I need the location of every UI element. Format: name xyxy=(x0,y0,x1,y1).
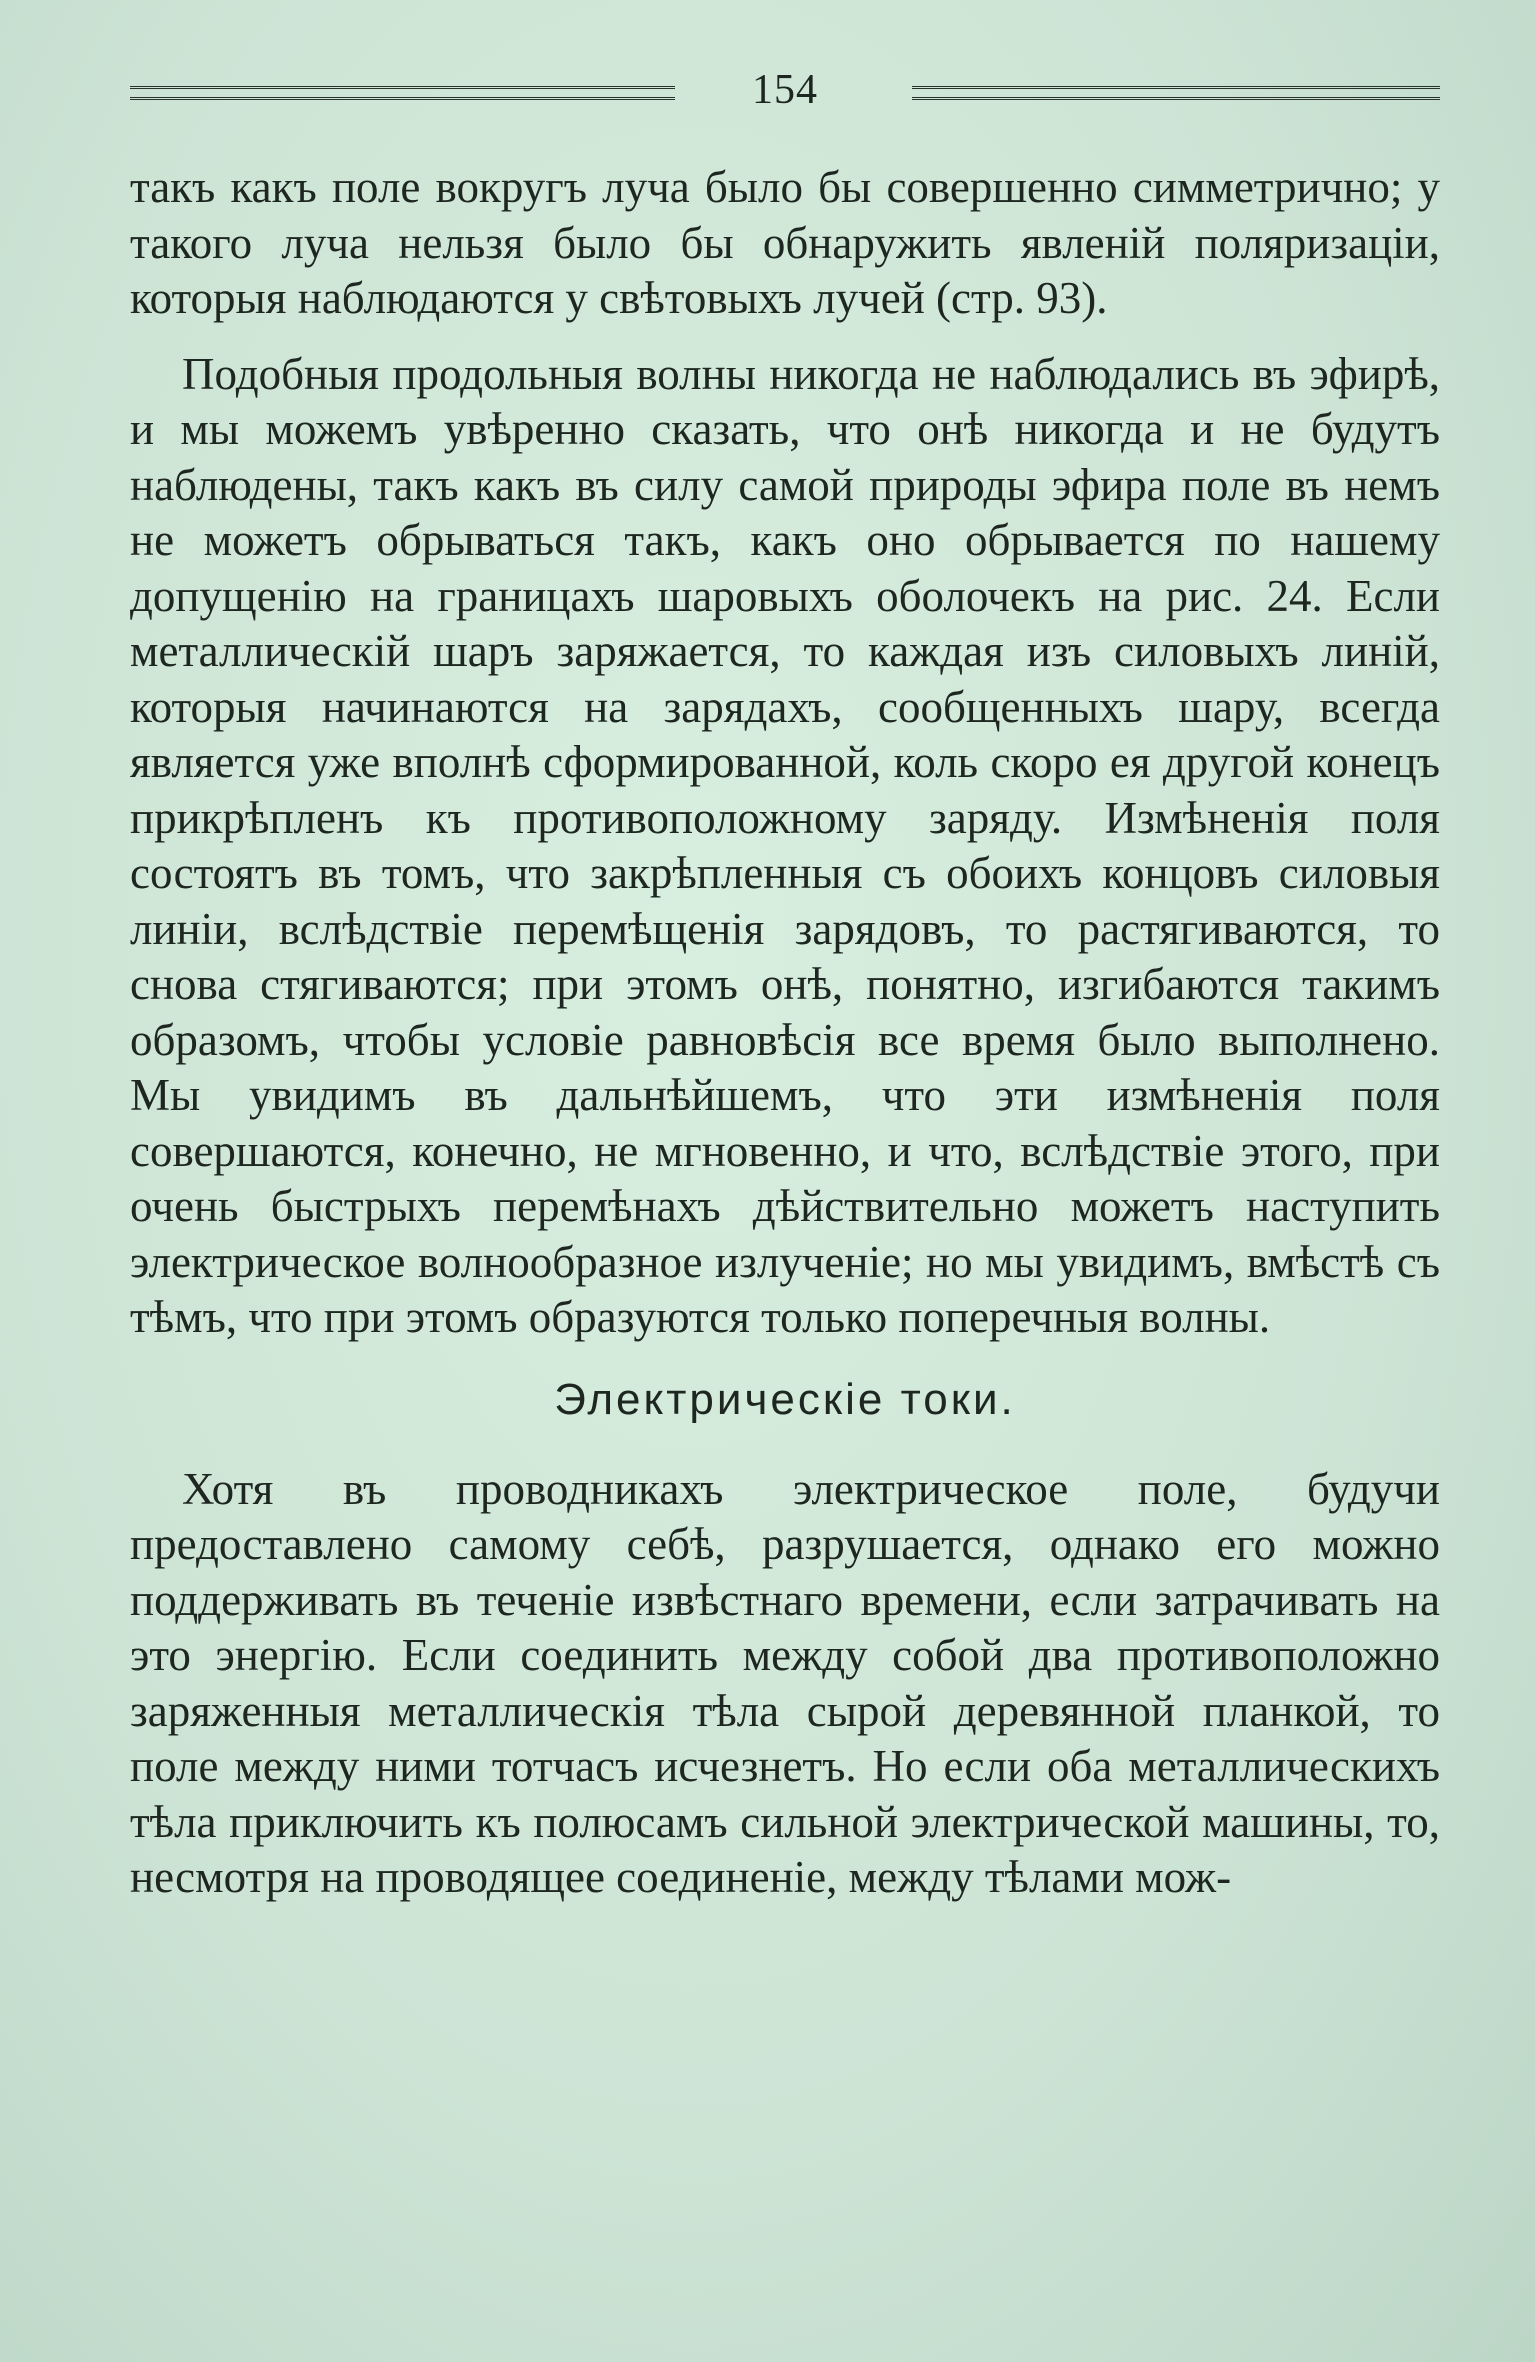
page-header xyxy=(130,62,1440,122)
page-number: 154 xyxy=(752,67,818,113)
paragraph-electric-currents: Хотя въ проводникахъ электрическое поле, будучи предоставлено самому себѣ, разрушается, однако его можно поддерживать въ теченіе извѣстнаго времени, если затрачивать на это энергію. Если соединить между собой два противоположно заряженныя металлическія тѣла сырой деревянной планкой, то поле между ними тотчасъ исчезнетъ. Но если оба металлическихъ тѣла приключить къ полюсамъ сильной электрической машины, то, несмотря на проводящее соединеніе, между тѣлами мож- xyxy=(130,1463,1440,1902)
header-rule-right xyxy=(912,86,1440,100)
paragraph-continued: такъ какъ поле вокругъ луча было бы совершенно симметрично; у такого луча нельзя было бы обнаружить явленій поляризаціи, которыя наблюдаются у свѣтовыхъ лучей (стр. 93). xyxy=(130,162,1440,323)
section-heading: Электрическіе токи. xyxy=(554,1374,1016,1424)
paragraph-longitudinal-waves: Подобныя продольныя волны никогда не наблюдались въ эфирѣ, и мы можемъ увѣренно сказать, что онѣ никогда и не будутъ наблюдены, такъ какъ въ силу самой природы эфира поле въ немъ не можетъ обрываться такъ, какъ оно обрывается по нашему допущенію на границахъ шаровыхъ оболочекъ на рис. 24. Если металлическій шаръ заряжается, то каждая изъ силовыхъ линій, которыя начинаются на зарядахъ, сообщенныхъ шару, всегда является уже вполнѣ сформированной, коль скоро ея другой конецъ прикрѣпленъ къ противоположному заряду. Измѣненія поля состоятъ въ томъ, что закрѣпленныя съ обоихъ концовъ силовыя линіи, вслѣдствіе перемѣщенія зарядовъ, то растягиваются, то снова стягиваются; при этомъ онѣ, понятно, изгибаются такимъ образомъ, чтобы условіе равновѣсія все время было выполнено. Мы увидимъ въ дальнѣйшемъ, что эти измѣненія поля совершаются, конечно, не мгновенно, и что, вслѣдствіе этого, при очень быстрыхъ перемѣнахъ дѣйствительно можетъ наступить электрическое волнообразное излученіе; но мы увидимъ, вмѣстѣ съ тѣмъ, что при этомъ образуются только поперечныя волны. xyxy=(130,348,1440,1342)
page-body xyxy=(130,160,1440,1906)
